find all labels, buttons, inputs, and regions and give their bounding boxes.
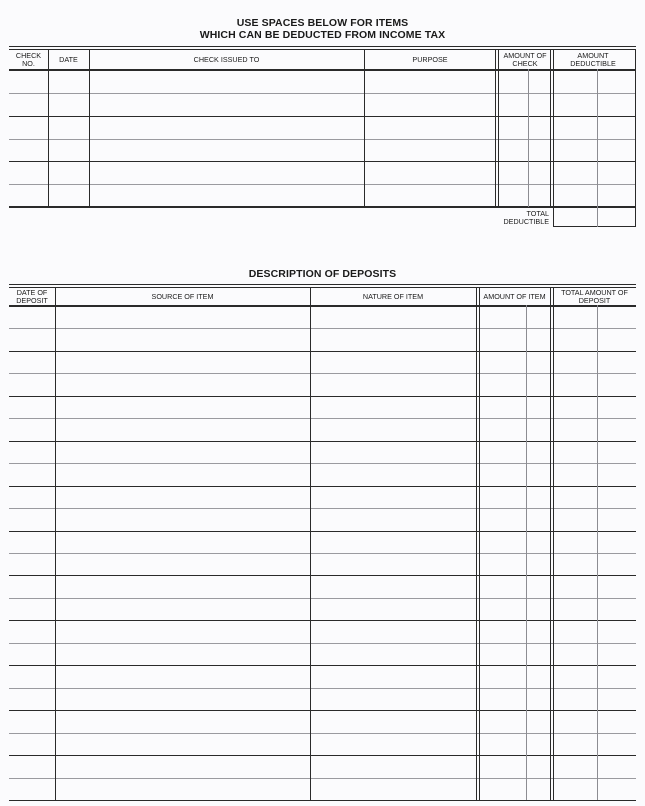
cents-rule — [597, 305, 598, 800]
col-rule — [89, 49, 90, 207]
deposit-row-rule — [9, 351, 636, 352]
deposit-row-midline — [9, 373, 636, 374]
deductions-title-line2: WHICH CAN BE DEDUCTED FROM INCOME TAX — [199, 29, 446, 41]
deductions-title-line1: USE SPACES BELOW FOR ITEMS — [236, 17, 409, 29]
col-rule — [310, 287, 311, 800]
total-rule — [553, 226, 636, 227]
deposit-row-midline — [9, 553, 636, 554]
row-rule — [9, 206, 636, 208]
deposit-row-rule — [9, 441, 636, 442]
col-rule — [48, 49, 49, 207]
col-rule — [635, 49, 636, 227]
deposit-row-midline — [9, 508, 636, 509]
col-rule — [55, 287, 56, 800]
col-rule — [479, 287, 480, 800]
deposit-row-midline — [9, 418, 636, 419]
row-rule — [9, 139, 636, 140]
col-rule — [553, 287, 554, 800]
row-rule — [9, 93, 636, 94]
header-date: DATE — [59, 54, 78, 64]
deposit-row-rule — [9, 531, 636, 532]
deposit-row-rule — [9, 486, 636, 487]
row-rule — [9, 116, 636, 117]
cents-rule — [597, 69, 598, 227]
deposit-row-rule — [9, 575, 636, 576]
table-rule — [9, 69, 636, 71]
deposit-row-rule — [9, 665, 636, 666]
deposit-row-midline — [9, 733, 636, 734]
header-date-of-deposit: DATE OF DEPOSIT — [16, 287, 48, 305]
header-check-no: CHECK NO. — [15, 50, 42, 68]
deposit-row-midline — [9, 463, 636, 464]
header-amount-of-item: AMOUNT OF ITEM — [483, 291, 546, 301]
deposit-row-midline — [9, 778, 636, 779]
total-deductible-label — [497, 210, 549, 226]
table-rule — [9, 284, 636, 285]
cents-rule — [526, 305, 527, 800]
row-rule — [9, 184, 636, 185]
cents-rule — [528, 69, 529, 207]
deposit-row-midline — [9, 598, 636, 599]
col-rule — [550, 287, 551, 800]
header-source-of-item: SOURCE OF ITEM — [151, 291, 214, 301]
header-purpose: PURPOSE — [412, 54, 448, 64]
deposit-row-rule — [9, 710, 636, 711]
total-label-line2: DEDUCTIBLE — [503, 217, 549, 226]
total-label-line1: TOTAL — [526, 209, 549, 218]
col-rule — [495, 49, 496, 207]
col-rule — [553, 49, 554, 227]
deposit-row-rule — [9, 755, 636, 756]
col-rule — [550, 49, 551, 207]
deposit-row-rule — [9, 800, 636, 801]
deposit-row-midline — [9, 328, 636, 329]
deposit-row-rule — [9, 620, 636, 621]
col-rule — [476, 287, 477, 800]
deposit-row-midline — [9, 688, 636, 689]
deposit-row-rule — [9, 396, 636, 397]
col-rule — [498, 49, 499, 207]
deposit-row-midline — [9, 643, 636, 644]
row-rule — [9, 161, 636, 162]
header-amount-of-check: AMOUNT OF CHECK — [503, 50, 547, 68]
header-total-amount-of-deposit: TOTAL AMOUNT OF DEPOSIT — [561, 287, 628, 305]
header-amount-deductible: AMOUNT DEDUCTIBLE — [570, 50, 616, 68]
table-rule — [9, 46, 636, 47]
deposits-title: DESCRIPTION OF DEPOSITS — [248, 268, 397, 280]
table-rule — [9, 305, 636, 307]
col-rule — [364, 49, 365, 207]
header-check-issued-to: CHECK ISSUED TO — [193, 54, 260, 64]
header-nature-of-item: NATURE OF ITEM — [362, 291, 424, 301]
